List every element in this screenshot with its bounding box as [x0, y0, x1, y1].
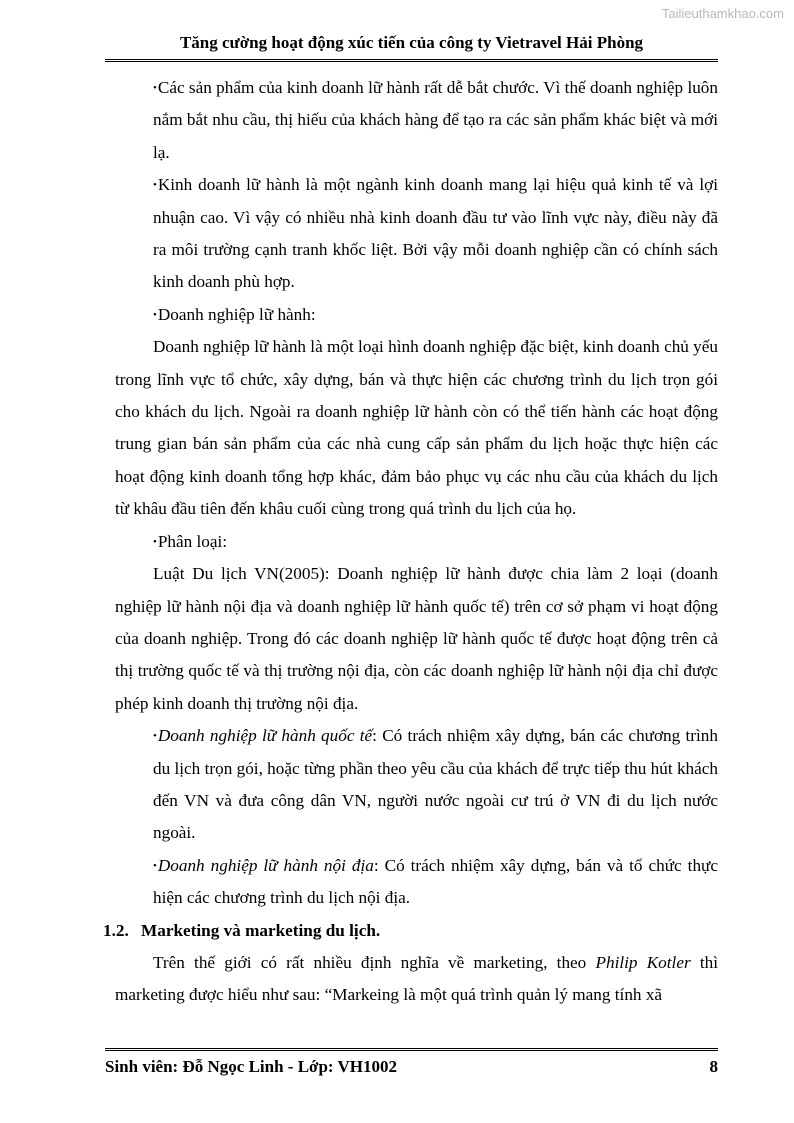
bullet-icon: • — [153, 179, 157, 192]
section-number: 1.2. — [103, 920, 129, 940]
paragraph-bullet-3 — [115, 299, 718, 331]
paragraph-bullet-2 — [115, 169, 718, 299]
page-number: 8 — [709, 1057, 718, 1076]
paragraph-text: Kinh doanh lữ hành là một ngành kinh doanh mang lại hiệu quả kinh tế và lợi nhuận cao. Vì vậy có nhiều nhà kinh doanh đầu tư vào lĩnh vực này, điều này đã ra môi trường cạnh tranh khốc liệt. Bởi vậy mỗi doanh nghiệp cần có chính sách kinh doanh phù hợp. — [153, 175, 718, 292]
paragraph-text: : Có trách nhiệm xây dựng, bán các chương trình du lịch trọn gói, hoặc từng phần theo yêu cầu của khách để trực tiếp thu hút khách đến VN và đưa công dân VN, người nước ngoài cư trú ở VN đi du lịch nước ngoài. — [153, 726, 718, 843]
paragraph-bullet-7 — [115, 720, 718, 850]
paragraph-lead: Doanh nghiệp lữ hành nội địa — [157, 855, 374, 875]
bullet-icon: • — [153, 535, 157, 548]
bullet-icon: • — [153, 730, 157, 743]
bullet-icon: • — [153, 308, 157, 321]
paragraph-bullet-1 — [115, 72, 718, 169]
paragraph-text: Doanh nghiệp lữ hành: — [157, 304, 316, 324]
paragraph-text: Các sản phẩm của kinh doanh lữ hành rất dễ bắt chước. Vì thế doanh nghiệp luôn nắm bắt nhu cầu, thị hiếu của khách hàng để tạo ra các sản phẩm khác biệt và mới lạ. — [153, 78, 718, 162]
paragraph-text: : Có trách nhiệm xây dựng, bán và tổ chức thực hiện các chương trình du lịch nội địa. — [153, 855, 718, 908]
paragraph-6: Luật Du lịch VN(2005): Doanh nghiệp lữ hành được chia làm 2 loại (doanh nghiệp lữ hành nội địa và doanh nghiệp lữ hành quốc tế) trên cơ sở phạm vi hoạt động của doanh nghiệp. Trong đó các doanh nghiệp lữ hành quốc tế được hoạt động trên cả thị trường quốc tế và thị trường nội địa, còn các doanh nghiệp lữ hành nội địa chỉ được phép kinh doanh thị trường nội địa. — [115, 564, 718, 713]
author-name: Philip Kotler — [595, 952, 691, 972]
paragraph-text: thì marketing được hiểu như sau: “Markeing là một quá trình quản lý mang tính xã — [115, 952, 718, 1005]
paragraph-last — [115, 947, 718, 1012]
paragraph-text: Trên thế giới có rất nhiều định nghĩa về marketing, theo — [153, 952, 596, 972]
paragraph-text: Phân loại: — [157, 531, 228, 551]
footer-student: Sinh viên: Đỗ Ngọc Linh - Lớp: VH1002 — [105, 1057, 398, 1076]
bullet-icon: • — [153, 859, 157, 872]
page-footer — [105, 1048, 718, 1077]
paragraph-bullet-8 — [115, 850, 718, 915]
paragraph-bullet-5 — [115, 526, 718, 558]
section-heading — [103, 915, 718, 947]
watermark: Tailieuthamkhao.com — [661, 6, 784, 21]
paragraph-lead: Doanh nghiệp lữ hành quốc tế — [157, 726, 373, 746]
section-title: Marketing và marketing du lịch. — [141, 920, 381, 940]
paragraph-4: Doanh nghiệp lữ hành là một loại hình doanh nghiệp đặc biệt, kinh doanh chủ yếu trong lĩnh vực tổ chức, xây dựng, bán và thực hiện các chương trình du lịch trọn gói cho khách du lịch. Ngoài ra doanh nghiệp lữ hành còn có thể tiến hành các hoạt động trung gian bán sản phẩm của các nhà cung cấp sản phẩm du lịch hoặc thực hiện các hoạt động kinh doanh tổng hợp khác, đảm bảo phục vụ các nhu cầu của khách du lịch từ khâu đầu tiên đến khâu cuối cùng trong quá trình du lịch của họ. — [115, 337, 718, 519]
page-header: Tăng cường hoạt động xúc tiến của công ty Vietravel Hải Phòng — [105, 33, 718, 62]
bullet-icon: • — [153, 82, 157, 94]
document-body — [103, 72, 718, 1012]
